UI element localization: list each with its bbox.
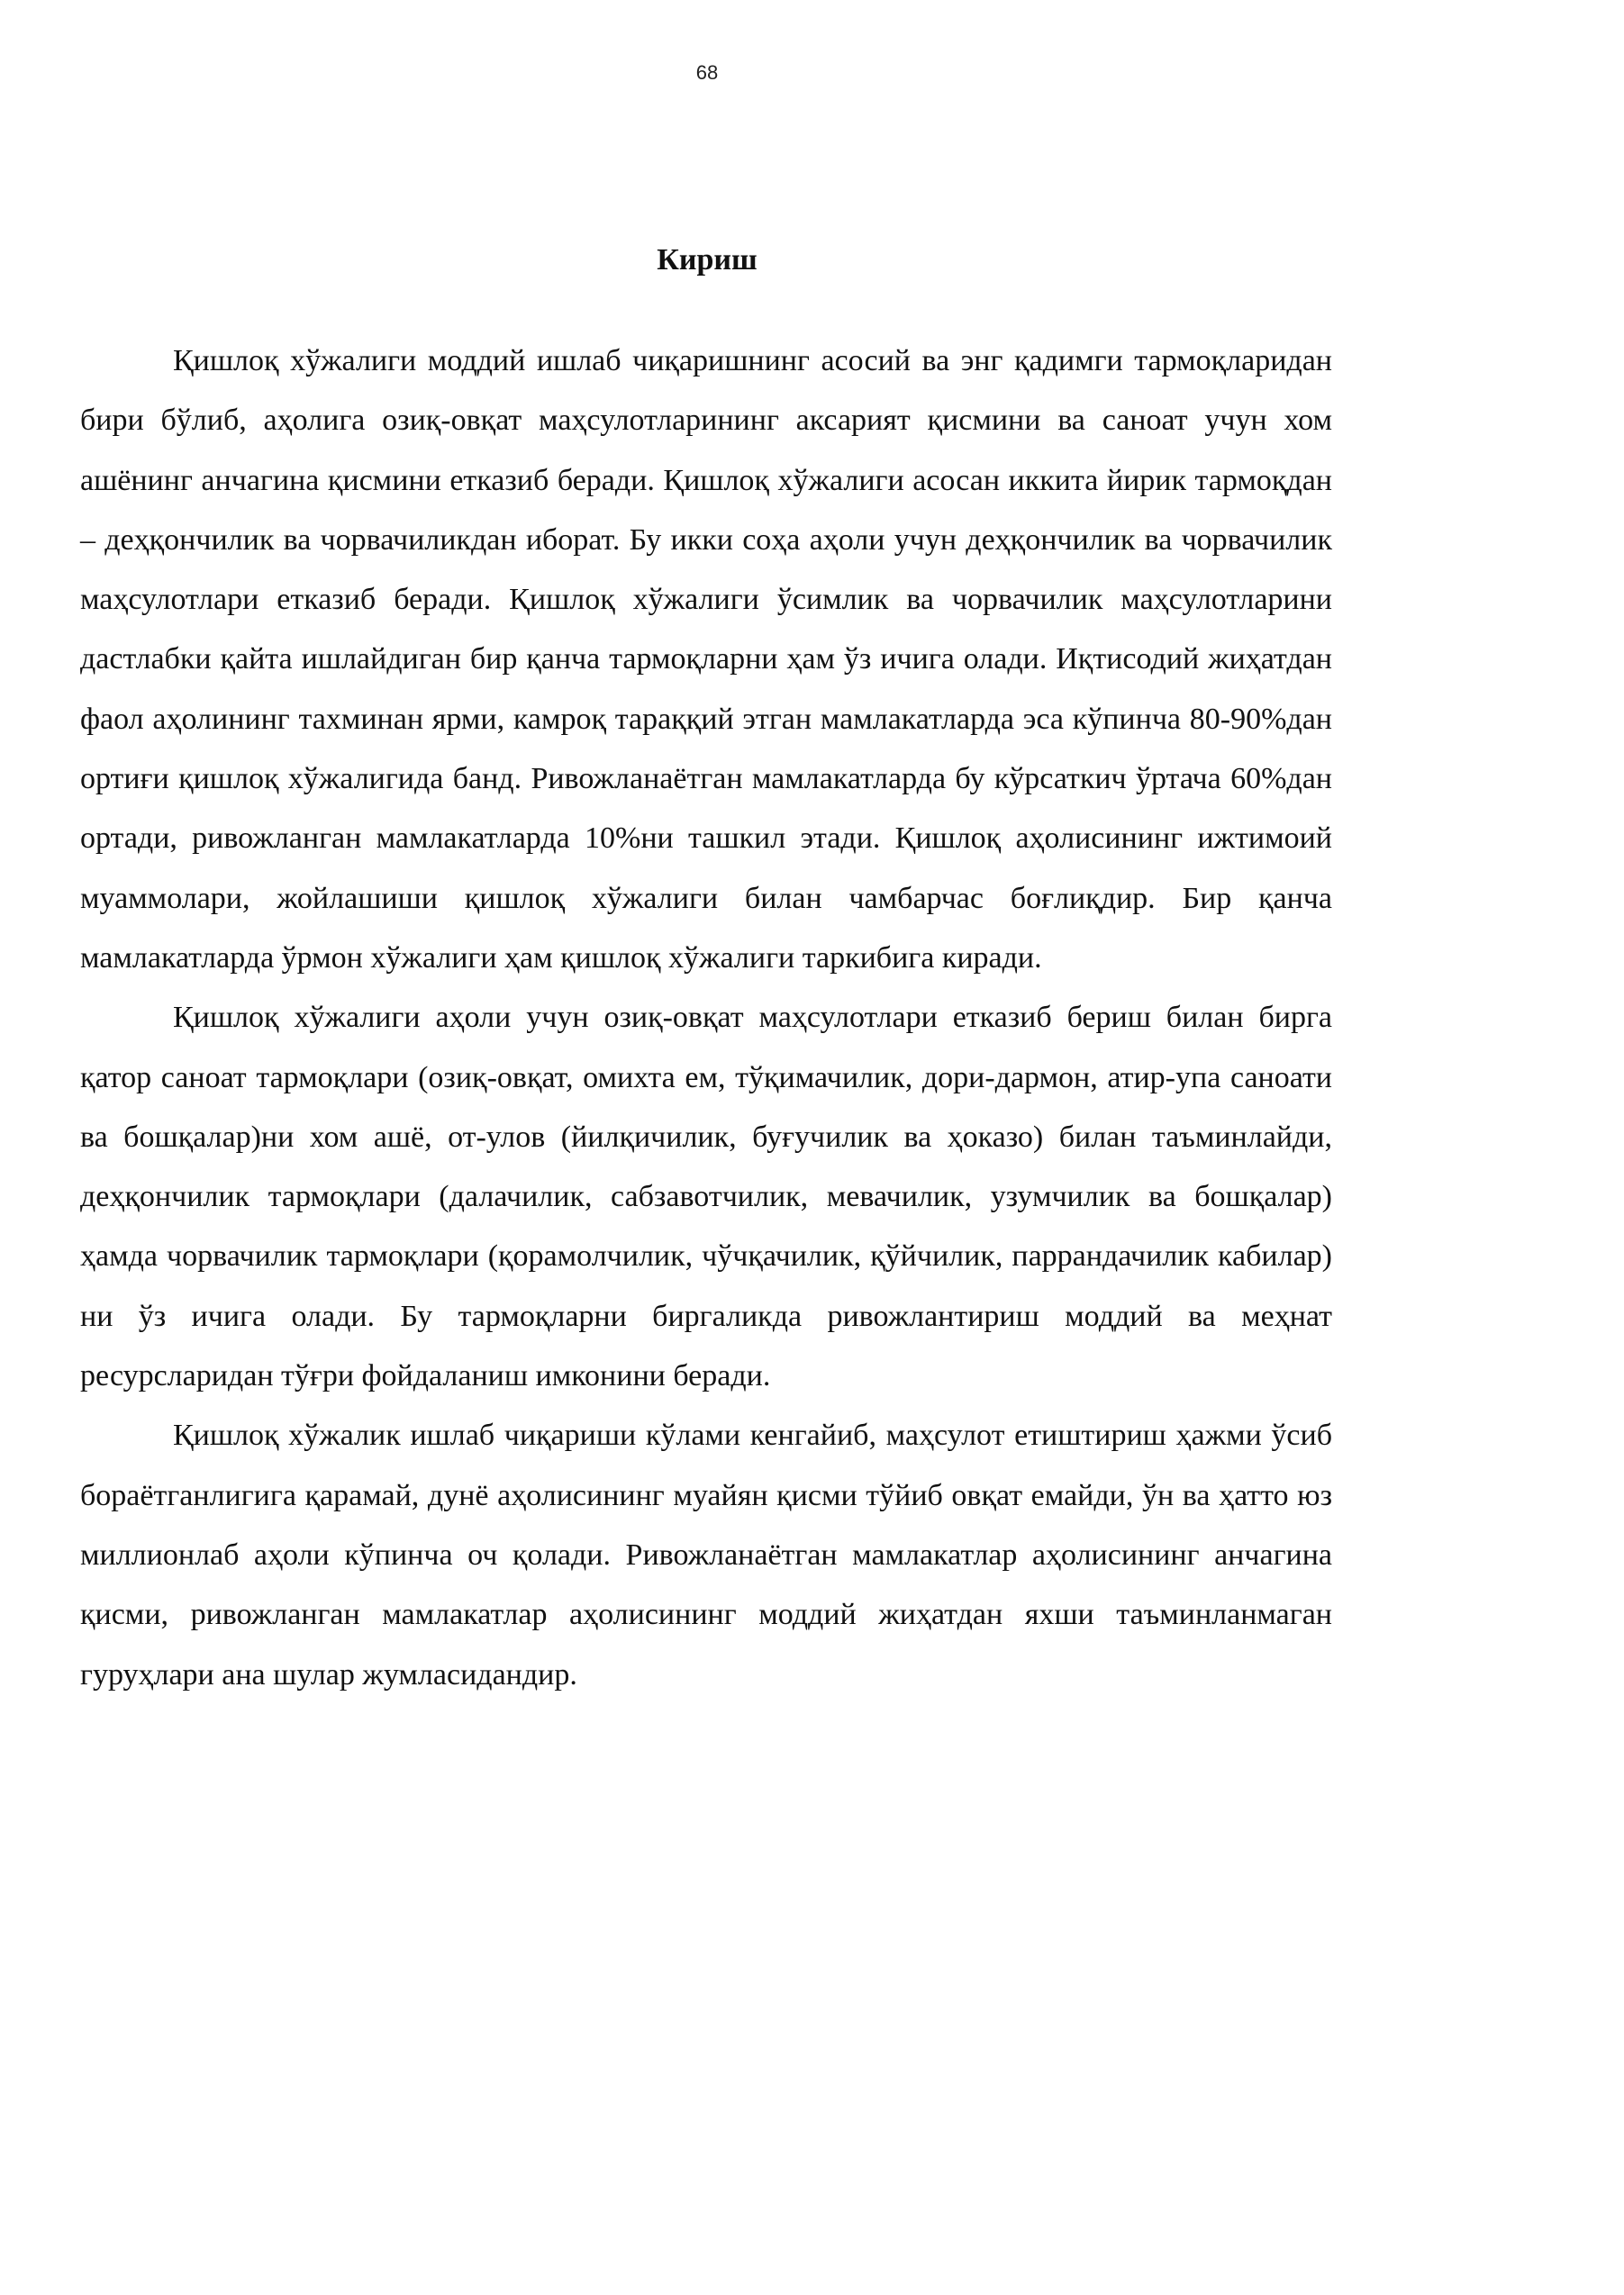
paragraph: Қишлоқ хўжалиги аҳоли учун озиқ-овқат маҳсулотлари етказиб бериш билан бирга қатор саноат тармоқлари (озиқ-овқат, омихта ем, тўқимачилик, дори-дармон, атир-упа саноати ва бошқалар)ни хом ашё, от-улов (йилқичилик, буғучилик ва ҳоказо) билан таъминлайди, деҳқончилик тармоқлари (далачилик, сабзавотчилик, мевачилик, узумчилик ва бошқалар) ҳамда чорвачилик тармоқлари (қорамолчилик, чўчқачилик, қўйчилик, паррандачилик кабилар) ни ўз ичига олади. Бу тармоқларни биргаликда ривожлантириш моддий ва меҳнат ресурсларидан тўғри фойдаланиш имконини беради.	[80, 1001, 1332, 1393]
section-title: Кириш	[657, 243, 758, 277]
paragraph: Қишлоқ хўжалик ишлаб чиқариши кўлами кенгайиб, маҳсулот етиштириш ҳажми ўсиб бораётганлигига қарамай, дунё аҳолисининг муайян қисми тўйиб овқат емайди, ўн ва ҳатто юз миллионлаб аҳоли кўпинча оч қолади. Ривожланаётган мамлакатлар аҳолисининг анчагина қисми, ривожланган мамлакатлар аҳолисининг моддий жиҳатдан яхши таъминланмаган гуруҳлари ана шулар жумласидандир.	[80, 1419, 1332, 1692]
page-number: 68	[695, 61, 719, 84]
body-text	[80, 331, 1332, 1705]
paragraph: Қишлоқ хўжалиги моддий ишлаб чиқаришнинг асосий ва энг қадимги тармоқларидан бири бўлиб, аҳолига озиқ-овқат маҳсулотларининг аксарият қисмини ва саноат учун хом ашёнинг анчагина қисмини етказиб беради. Қишлоқ хўжалиги асосан иккита йирик тармоқдан – деҳқончилик ва чорвачиликдан иборат. Бу икки соҳа аҳоли учун деҳқончилик ва чорвачилик маҳсулотлари етказиб беради. Қишлоқ хўжалиги ўсимлик ва чорвачилик маҳсулотларини дастлабки қайта ишлайдиган бир қанча тармоқларни ҳам ўз ичига олади. Иқтисодий жиҳатдан фаол аҳолининг тахминан ярми, камроқ тараққий этган мамлакатларда эса кўпинча 80-90%дан ортиғи қишлоқ хўжалигида банд. Ривожланаётган мамлакатларда бу кўрсаткич ўртача 60%дан ортади, ривожланган мамлакатларда 10%ни ташкил этади. Қишлоқ аҳолисининг ижтимоий муаммолари, жойлашиши қишлоқ хўжалиги билан чамбарчас боғлиқдир. Бир қанча мамлакатларда ўрмон хўжалиги ҳам қишлоқ хўжалиги таркибига киради.	[80, 344, 1332, 975]
